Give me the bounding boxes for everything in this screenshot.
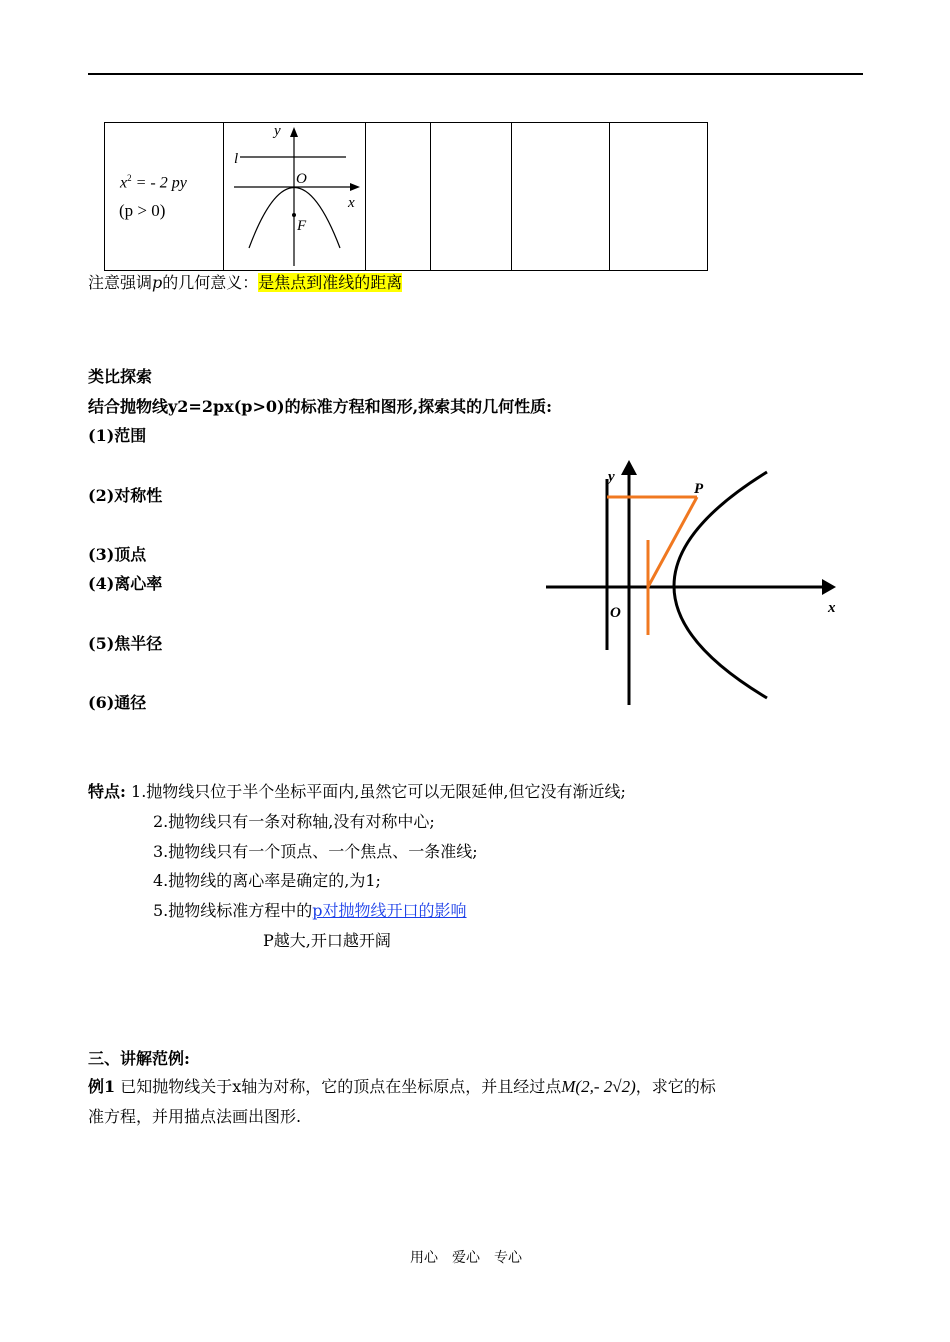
feature-5-link[interactable]: p对抛物线开口的影响 <box>312 901 467 920</box>
equation: $x^2$ = - 2 py <box>120 173 187 192</box>
property-range: (1)范围 <box>88 426 147 445</box>
downward-parabola-figure <box>224 123 365 270</box>
graph-x-arrow <box>822 579 836 595</box>
footer: 用心 爱心 专心 <box>410 1250 522 1266</box>
y-arrow <box>290 127 298 137</box>
property-symmetry: (2)对称性 <box>88 486 163 505</box>
analogy-title: 类比探索 <box>88 367 153 386</box>
header-rule <box>88 73 863 75</box>
feature-5: 5.抛物线标准方程中的p对抛物线开口的影响 <box>153 901 467 920</box>
x-label: x <box>348 195 355 211</box>
table-cell-empty <box>431 123 512 271</box>
analogy-intro: 结合抛物线y2=2px(p>0)的标准方程和图形,探索其的几何性质: <box>88 397 553 416</box>
y-label: y <box>274 123 281 139</box>
table-cell-empty <box>512 123 610 271</box>
equation-cell <box>105 123 224 271</box>
graph-x-label: x <box>828 600 836 616</box>
features-label: 特点: <box>88 782 126 801</box>
parabola-table <box>104 122 708 271</box>
x-arrow <box>350 183 360 191</box>
origin-label: O <box>296 171 307 187</box>
graph-O-label: O <box>610 605 621 621</box>
feature-4: 4.抛物线的离心率是确定的,为1; <box>153 871 381 890</box>
note-highlight: 是焦点到准线的距离 <box>258 273 403 292</box>
graph-y-label: y <box>608 469 615 485</box>
example-1-line2: 准方程，并用描点法画出图形. <box>88 1107 302 1126</box>
property-eccentricity: (4)离心率 <box>88 574 163 593</box>
table-cell-empty <box>610 123 708 271</box>
graph-y-arrow <box>621 460 637 475</box>
property-vertex: (3)顶点 <box>88 545 147 564</box>
property-latus-rectum: (6)通径 <box>88 693 147 712</box>
focus-point <box>292 213 296 217</box>
examples-heading: 三、讲解范例: <box>88 1049 190 1068</box>
figure-cell <box>224 123 366 271</box>
feature-2: 2.抛物线只有一条对称轴,没有对称中心; <box>153 812 435 831</box>
graph-parabola <box>674 472 767 698</box>
parabola-graph <box>540 455 850 715</box>
l-label: l <box>234 151 239 167</box>
feature-extra: P越大,开口越开阔 <box>263 931 391 950</box>
point-M: M(2,- 2√2) <box>561 1077 636 1096</box>
feature-3: 3.抛物线只有一个顶点、一个焦点、一条准线; <box>153 842 478 861</box>
condition: (p > 0) <box>119 201 166 220</box>
property-focal-radius: (5)焦半径 <box>88 634 163 653</box>
note-line: 注意强调p的几何意义：是焦点到准线的距离 <box>88 273 403 292</box>
example-1-line1: 例1 已知抛物线关于x轴为对称，它的顶点在坐标原点，并且经过点M(2,- 2√2)，求它的标 <box>88 1077 716 1096</box>
focus-label: F <box>297 218 307 234</box>
graph-P-label: P <box>694 481 704 497</box>
feature-1: 特点: 1.抛物线只位于半个坐标平面内,虽然它可以无限延伸,但它没有渐近线; <box>88 782 626 801</box>
table-cell-empty <box>366 123 431 271</box>
